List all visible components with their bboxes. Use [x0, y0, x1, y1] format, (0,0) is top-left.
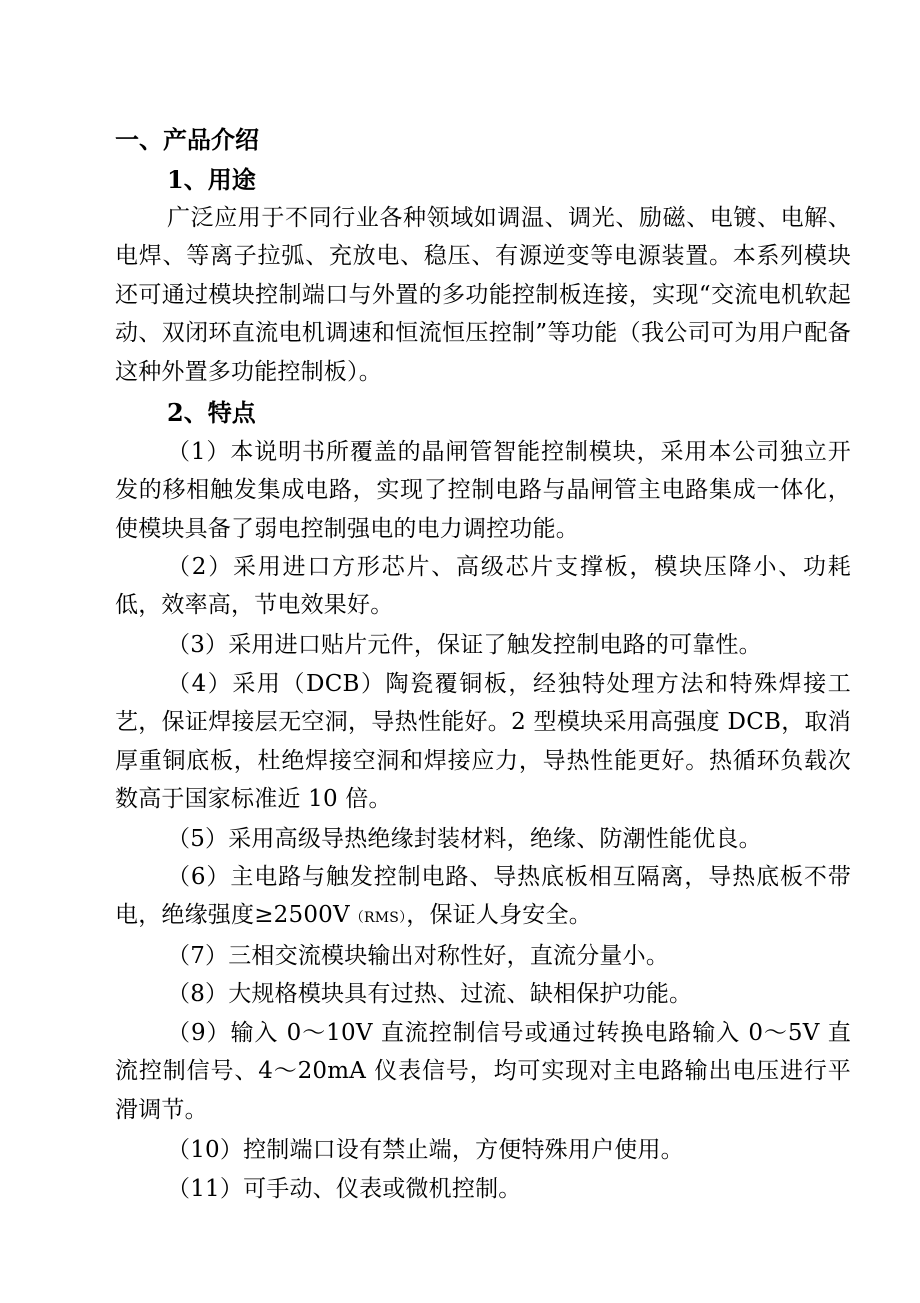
- feature-item-11: （11）可手动、仪表或微机控制。: [167, 1176, 522, 1202]
- usage-heading: 1、用途: [167, 165, 256, 194]
- feature-item-4: （4）采用（DCB）陶瓷覆铜板，经独特处理方法和特殊焊接工艺，保证焊接层无空洞，导热性能好。2 型模块采用高强度 DCB，取消厚重铜底板，杜绝焊接空洞和焊接应力，导热性能更好。热循环负载次数高于国家标准近 10 倍。: [115, 671, 851, 813]
- feature-item-6-tail: ，保证人身安全。: [406, 902, 592, 929]
- feature-item-3: （3）采用进口贴片元件，保证了触发控制电路的可靠性。: [167, 632, 762, 658]
- feature-item-6: [115, 858, 851, 938]
- section-title: 一、产品介绍: [115, 125, 259, 154]
- feature-item-2: （2）采用进口方形芯片、高级芯片支撑板，模块压降小、功耗低，效率高，节电效果好。: [115, 554, 851, 619]
- feature-item-1: （1）本说明书所覆盖的晶闸管智能控制模块，采用本公司独立开发的移相触发集成电路，实现了控制电路与晶闸管主电路集成一体化，使模块具备了弱电控制强电的电力调控功能。: [115, 439, 851, 542]
- rms-subscript: （RMS）: [349, 910, 407, 927]
- feature-item-6-text: （6）主电路与触发控制电路、导热底板相互隔离，导热底板不带电，绝缘强度≥2500V: [115, 864, 851, 929]
- features-heading: 2、特点: [167, 398, 256, 427]
- feature-item-10: （10）控制端口设有禁止端，方便特殊用户使用。: [167, 1137, 684, 1163]
- feature-item-7: （7）三相交流模块输出对称性好，直流分量小。: [167, 943, 670, 969]
- feature-item-9: （9）输入 0～10V 直流控制信号或通过转换电路输入 0～5V 直流控制信号、4～20mA 仪表信号，均可实现对主电路输出电压进行平滑调节。: [115, 1020, 851, 1123]
- usage-paragraph: 广泛应用于不同行业各种领域如调温、调光、励磁、电镀、电解、电焊、等离子拉弧、充放电、稳压、有源逆变等电源装置。本系列模块还可通过模块控制端口与外置的多功能控制板连接，实现“交流电机软起动、双闭环直流电机调速和恒流恒压控制”等功能（我公司可为用户配备这种外置多功能控制板）。: [115, 205, 851, 385]
- feature-item-5: （5）采用高级导热绝缘封装材料，绝缘、防潮性能优良。: [167, 826, 762, 852]
- feature-item-8: （8）大规格模块具有过热、过流、缺相保护功能。: [167, 981, 693, 1007]
